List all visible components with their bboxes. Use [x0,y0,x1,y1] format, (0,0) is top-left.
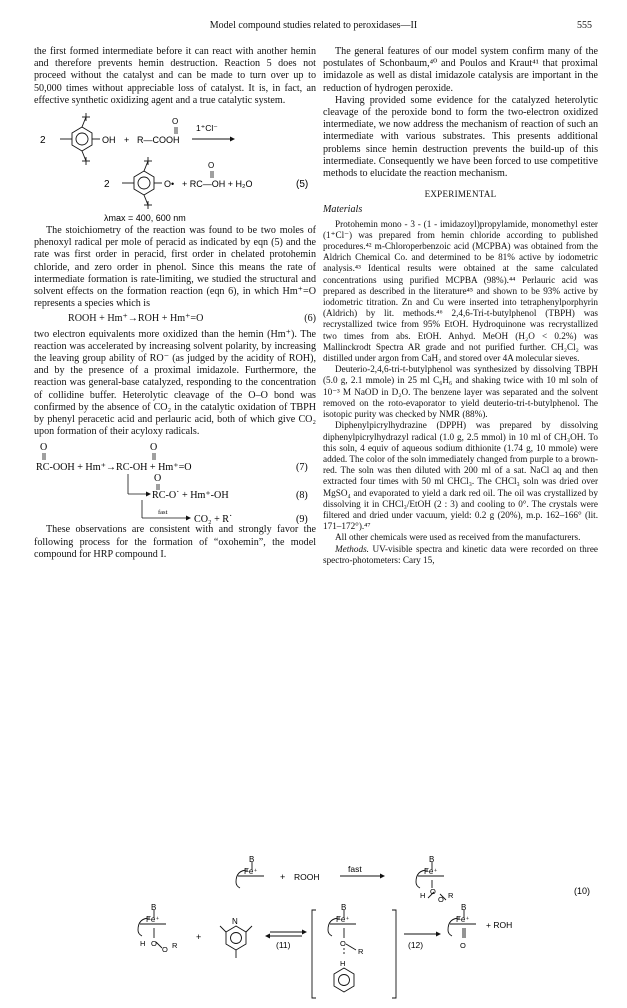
phenoxyl-o: O• [164,179,175,190]
mechanism-scheme [0,856,627,1004]
equation-8-tag: (8) [296,490,308,502]
equation-6 [34,313,316,325]
scheme-o-2: O [438,895,444,904]
coefficient-2-product: 2 [104,179,110,191]
lambda-max-label: λmax = 400, 600 nm [104,213,186,224]
left-paragraph-2: The stoichiometry of the reaction was found to be two moles of phenoxyl radical per mole of peracid as indicated by eqn (5) and the rate was first order in peracid, first order in chelated protohemin chloride, and zero order in phenol. Since this means the rate of intermediate formation is rate-limiting, we studied the structural and solvent effects on the formation reaction (eqn 6), in which Hm⁺=O represents a species which is [34,225,316,310]
scheme-fast: fast [348,864,362,874]
coefficient-2: 2 [40,135,46,147]
equation-8-text: RC-O˙ + Hm⁺-OH [152,490,229,502]
right-column [323,46,598,566]
equation-7-text: RC-OOH + Hm⁺→RC-OH + Hm⁺=O [36,462,192,474]
materials-heading: Materials [323,204,363,216]
eq8-carbonyl-o: O [154,473,162,485]
scheme-fe-1: Fe⁺ [244,867,258,876]
peracid-label: R—COOH [137,135,180,146]
scheme-h-2: H [140,939,146,948]
scheme-o-4: O [162,945,168,954]
products-label: + RC—OH + H₂O [182,179,253,190]
scheme-b-4: B [341,903,347,912]
equation-tag-10: (10) [574,886,591,896]
section-heading-experimental: EXPERIMENTAL [424,189,497,200]
catalyst-label: 1⁺Cl⁻ [196,123,218,134]
hydroxyl-label: OH [102,135,116,146]
equation-tag-12: (12) [408,940,424,950]
scheme-fe-2: Fe⁺ [424,867,438,876]
scheme-o-5: O [340,939,346,948]
scheme-n: N [232,917,238,926]
equation-9-text: CO₂ + R˙ [194,514,233,525]
scheme-b-1: B [249,856,255,864]
scheme-fe-4: Fe⁺ [336,915,350,924]
equations-7-9 [34,438,316,524]
deuterio-paragraph: Deuterio-2,4,6-tri-t-butylphenol was synthesized by dissolving TBPH (5.0 g, 2.1 mmole) in 25 ml C₆H₆ and shaking twice with 10 ml soln of 10⁻³ M NaOD in D₂O. The benzene layer was separated and the solvent removed on the roto-evaporator to yield deuterio-tri-t-butylphenol. The isotopic purity was checked by NMR (88%). [323,364,598,420]
eq7-carbonyl-o-1: O [40,442,48,454]
methods-text: UV-visible spectra and kinetic data were recorded on three spectro-photometers: Cary 15, [323,543,598,565]
tbph-structure [60,113,100,165]
left-paragraph-3: two electron equivalents more oxidized than the hemin (Hm⁺). The reaction was accelerated by increasing solvent polarity, by increasing the leaving group ability of RO⁻ (as judged by the acidity of ROH), and by the presence of a proximal imidazole. Furthermore, the reaction was general-base catalyzed, responding to the concentration of collidine buffer. Heterolytic cleavage of the O–O bond was confirmed by the absence of CO₂ in the catalytic oxidation of TBPH by phenyl peracetic acid and perlauric acid, both of which give CO₂ upon formation of their acyloxy radicals. [34,328,316,438]
scheme-b-2: B [429,856,435,864]
methods-label: Methods. [335,543,369,554]
eq7-carbonyl-o-2: O [150,442,158,454]
scheme-plus-1: + [280,872,286,882]
carbonyl-o-1: O [172,117,179,127]
equation-6-text: ROOH + Hm⁺→ROH + Hm⁺=O [68,313,204,325]
scheme-h-3: H [340,959,346,968]
right-paragraph-1: The general features of our model system confirm many of the postulates of Schonbaum,⁴⁰ and Poulos and Kraut⁴¹ that proximal imidazole as well as distal imidazole catalysis are important in the reduction of hydrogen peroxide. [323,46,598,94]
phenoxyl-radical-structure [122,157,162,209]
reaction-scheme-5 [34,107,316,225]
scheme-o-3: O [151,939,157,948]
scheme-o-1: O [430,887,436,896]
scheme-rooh: ROOH [294,872,320,882]
scheme-r-2: R [172,941,178,950]
scheme-b-5: B [461,903,467,912]
page-number: 555 [577,20,592,31]
scheme-r-1: R [448,891,454,900]
other-chemicals-paragraph: All other chemicals were used as received from the manufacturers. [335,532,581,543]
left-paragraph-1: the first formed intermediate before it can react with another hemin and therefore prevents hemin destruction. Reaction 5 does not proceed without the catalyst and can be made to turn over up to 50,000 times without appreciable loss of catalyst. It is, in fact, an effective synthetic oxidizing agent and a true catalytic system. [34,46,316,106]
scheme-plus-2: + [196,932,202,942]
scheme-fe-5: Fe⁺ [456,915,470,924]
carbonyl-o-2: O [208,161,215,171]
scheme-b-3: B [151,903,157,912]
scheme-roh: + ROH [486,920,513,930]
scheme-r-3: R [358,947,364,956]
fast-label-eq9: fast [158,509,168,517]
equation-9-tag: (9) [296,514,308,525]
equation-tag-11: (11) [276,940,291,950]
scheme-h-1: H [420,891,426,900]
running-title: Model compound studies related to peroxidases—II [209,20,418,31]
running-header [0,20,627,34]
methods-paragraph [323,544,598,566]
left-column [34,46,316,561]
scheme-fe-3: Fe⁺ [146,915,160,924]
equation-7-tag: (7) [296,462,308,474]
dpph-paragraph: Diphenylpicrylhydrazine (DPPH) was prepared by dissolving diphenylpicrylhydrazyl radical (1.0 g, 2.5 mmol) in 10 ml of CH₃OH. To this soln, 4 equiv of aqueous sodium dithionite (1.74 g, 10 mmole) were added. The color of the soln immediately changed from purple to a brown-red. The soln was then diluted with 200 ml of a sat. NaCl aq and then extracted four times with 50 ml CHCl₃. The CHCl₃ soln was dried over MgSO₄ and evaporated to yield a dark red oil. The oil was crystallized by dissolving it in CHCl₃/EtOH (2 : 3) and cooling to 0°. The crystals were filtered and dried under vacuum, yield: 0.2 g (20%), m.p. 162–166° (lit. 171–172°).⁴⁷ [323,420,598,532]
plus-sign: + [124,135,130,146]
equation-tag-5: (5) [296,179,309,191]
equation-6-tag: (6) [304,313,316,325]
materials-paragraph: Protohemin mono - 3 - (1 - imidazoyl)propylamide, monomethyl ester (1⁺Cl⁻) was prepared from hemin chloride according to published procedures.⁴² m-Chloroperbenzoic acid (MCPBA) was obtained from the Aldrich Chemical Co. and determined to be 81% active by iodometric analysis.⁴³ Identical results were obtained at the same calculated concentrations using purified MCPBA (98%).⁴⁴ Perlauric acid was prepared as described in the literature⁴⁵ and shown to be 93% active by iodometric titration. Zn and Cu were inserted into tetraphenylporphyrin (Aldrich) by lit. methods.⁴⁶ 2,4,6-Tri-t-butylphenol (TBPH) was recrystallized twice from 95% EtOH. Hydroquinone was recrystallized two times from abs. EtOH. Anhyd. MeOH (H₂O < 0.2%) was Mallinckrodt Spectra AR grade and not purified further. CH₂Cl₂ was distilled under argon from CaH₂ and stored over 4A molecular sieves. [323,218,598,364]
scheme-o-6: O [460,941,466,950]
right-paragraph-2: Having provided some evidence for the catalyzed heterolytic cleavage of the peroxide bond to form the two-electron oxidized intermediate, we now address the mechanism of reaction of such an intermediate with various substrates. This presents additional problems since hemin destruction prevents the build-up of this intermediate. Consequently we have been forced to use competitive methods to elucidate the reaction mechanism. [323,94,598,180]
left-paragraph-4: These observations are consistent with and strongly favor the following process for the formation of “oxohemin”, the model compound for HRP compound I. [34,524,316,560]
